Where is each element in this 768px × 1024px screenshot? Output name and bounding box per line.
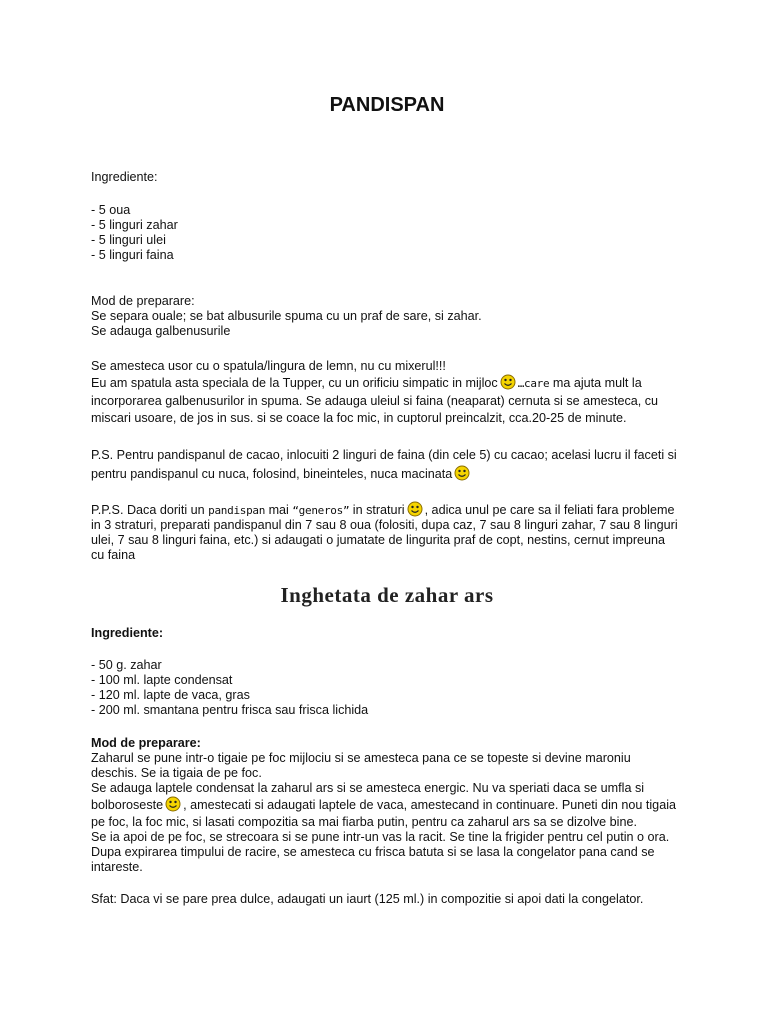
pps-paragraph: P.P.S. Daca doriti un pandispan mai “generos” in straturi , adica unul pe care sa il feliati fara probleme in 3 straturi, preparati pandispanul din 7 sau 8 oua (folositi, dupa caz, 7 sau 8 linguri zahar, 7 sau 8 linguri ulei, 7 sau 8 linguri faina, etc.) si adaugati o jumatate de lingurita praf de copt, nestins, cernut impreuna cu faina	[91, 503, 678, 562]
list-item: - 100 ml. lapte condensat	[91, 673, 233, 687]
list-item: - 50 g. zahar	[91, 658, 162, 672]
ingredients-heading-2: Ingrediente:	[91, 626, 164, 640]
recipe-title-inghetata: Inghetata de zahar ars	[280, 583, 494, 607]
method-paragraph: Mod de preparare: Se separa ouale; se bat albusurile spuma cu un praf de sare, si zahar. Se adauga galbenusurile	[91, 294, 482, 338]
smiley-face-icon	[454, 465, 470, 481]
list-item: - 5 linguri faina	[91, 248, 174, 262]
list-item: - 200 ml. smantana pentru frisca sau frisca lichida	[91, 703, 369, 717]
tupper-paragraph: Eu am spatula asta speciala de la Tupper, cu un orificiu simpatic in mijloc …care ma ajuta mult la incorporarea galbenusurilor in spuma. Se adauga uleiul si faina (neaparat) cernuta si se amesteca, cu miscari usoare, de jos in sus. si se coace la foc mic, in cuptorul preincalzit, cca.20-25 de minute.	[91, 376, 659, 425]
list-item: - 5 linguri ulei	[91, 233, 166, 247]
ingredients-list-2	[91, 658, 683, 718]
recipe-title-pandispan: PANDISPAN	[329, 94, 445, 116]
method-paragraph-2: Mod de preparare: Zaharul se pune intr-o tigaie pe foc mijlociu si se amesteca pana ce se topeste si devine maroniu deschis. Se ia tigaia de pe foc. Se adauga laptele condensat la zaharul ars si se amesteca energic. Nu va speriati daca se umfla si bolboroseste , amestecati si adaugati laptele de vaca, amestecand in continuare. Puneti din nou tigaia pe foc, la foc mic, si lasati compozitia sa mai fiarba putin, pentru ca zaharul ars sa se dizolve bine. Se ia apoi de pe foc, se strecoara si se pune intr-un vas la racit. Se tine la frigider pentru cel putin o ora. Dupa expirarea timpului de racire, se amesteca cu frisca batuta si se lasa la congelator pana cand se intareste.	[91, 736, 676, 874]
list-item: - 5 oua	[91, 203, 131, 217]
smiley-face-icon	[407, 501, 423, 517]
smiley-face-icon	[165, 796, 181, 812]
list-item: - 120 ml. lapte de vaca, gras	[91, 688, 250, 702]
smiley-face-icon	[500, 374, 516, 390]
tip-paragraph: Sfat: Daca vi se pare prea dulce, adaugati un iaurt (125 ml.) in compozitie si apoi dati la congelator.	[91, 892, 644, 906]
list-item: - 5 linguri zahar	[91, 218, 178, 232]
ps-paragraph: P.S. Pentru pandispanul de cacao, inlocuiti 2 linguri de faina (din cele 5) cu cacao; acelasi lucru il faceti si pentru pandispanul cu nuca, folosind, bineinteles, nuca macinata	[91, 448, 677, 481]
mix-paragraph: Se amesteca usor cu o spatula/lingura de lemn, nu cu mixerul!!!	[91, 359, 446, 373]
ingredients-list	[91, 203, 683, 263]
ingredients-heading: Ingrediente:	[91, 170, 158, 184]
